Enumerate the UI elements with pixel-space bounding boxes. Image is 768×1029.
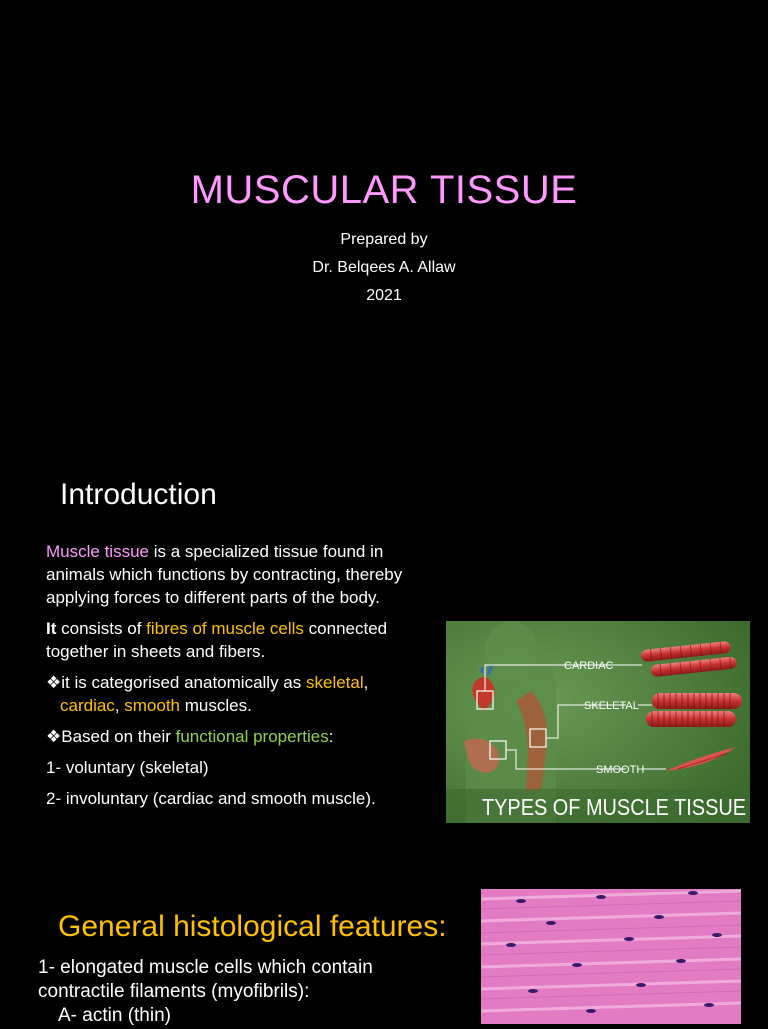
muscle-types-illustration <box>446 621 750 823</box>
slide-title: MUSCULAR TISSUE <box>190 168 578 212</box>
label-skeletal: SKELETAL <box>584 700 639 712</box>
intro-paragraph-6: 2- involuntary (cardiac and smooth muscle). <box>46 789 376 808</box>
introduction-heading: Introduction <box>60 478 217 511</box>
label-cardiac: CARDIAC <box>564 660 614 672</box>
intro-p3-comma1: , <box>363 673 369 692</box>
term-functional-properties: functional properties <box>175 727 329 746</box>
author-name: Dr. Belqees A. Allaw <box>312 259 456 276</box>
skeletal-muscle-micrograph <box>481 889 741 1024</box>
histology-body <box>38 956 458 1028</box>
intro-p3-tail: muscles. <box>180 696 252 715</box>
term-muscle-tissue: Muscle tissue <box>46 542 149 561</box>
term-cardiac: cardiac <box>60 696 115 715</box>
presentation-year: 2021 <box>366 287 402 304</box>
intro-paragraph-5: 1- voluntary (skeletal) <box>46 758 209 777</box>
term-fibres: fibres of muscle cells <box>146 619 304 638</box>
intro-paragraph-2 <box>46 617 446 663</box>
term-skeletal: skeletal <box>305 673 364 692</box>
intro-p2-rest: connected together in sheets and fibers. <box>46 619 388 661</box>
histology-heading: General histological features: <box>58 910 447 943</box>
term-smooth: smooth <box>124 696 181 715</box>
intro-p4-tail: : <box>328 727 334 746</box>
histology-line-1: 1- elongated muscle cells which contain contractile filaments (myofibrils): <box>38 957 373 1002</box>
intro-p1-text: is a specialized tissue found in animals which functions by contracting, thereby applying forces to different parts of the body. <box>46 542 403 607</box>
histology-micrograph <box>481 889 741 1024</box>
intro-p4-lead: Based on their <box>61 727 176 746</box>
diamond-bullet-icon: ❖ <box>46 727 62 746</box>
muscle-types-figure <box>446 621 750 823</box>
intro-p2-consists: consists of <box>56 619 147 638</box>
diamond-bullet-icon: ❖ <box>46 673 62 692</box>
histology-line-2: A- actin (thin) <box>58 1005 171 1026</box>
intro-p3-comma2: , <box>114 696 125 715</box>
title-slide <box>0 0 768 460</box>
intro-paragraph-4 <box>46 725 446 748</box>
intro-paragraph-1 <box>46 540 446 609</box>
intro-p3-lead: it is categorised anatomically as <box>61 673 306 692</box>
label-smooth: SMOOTH <box>596 764 645 776</box>
introduction-body <box>46 540 446 818</box>
figure-caption: TYPES OF MUSCLE TISSUE <box>482 794 746 820</box>
prepared-by-label: Prepared by <box>340 231 428 248</box>
intro-p2-it: It <box>46 619 57 638</box>
intro-paragraph-3 <box>46 671 446 717</box>
